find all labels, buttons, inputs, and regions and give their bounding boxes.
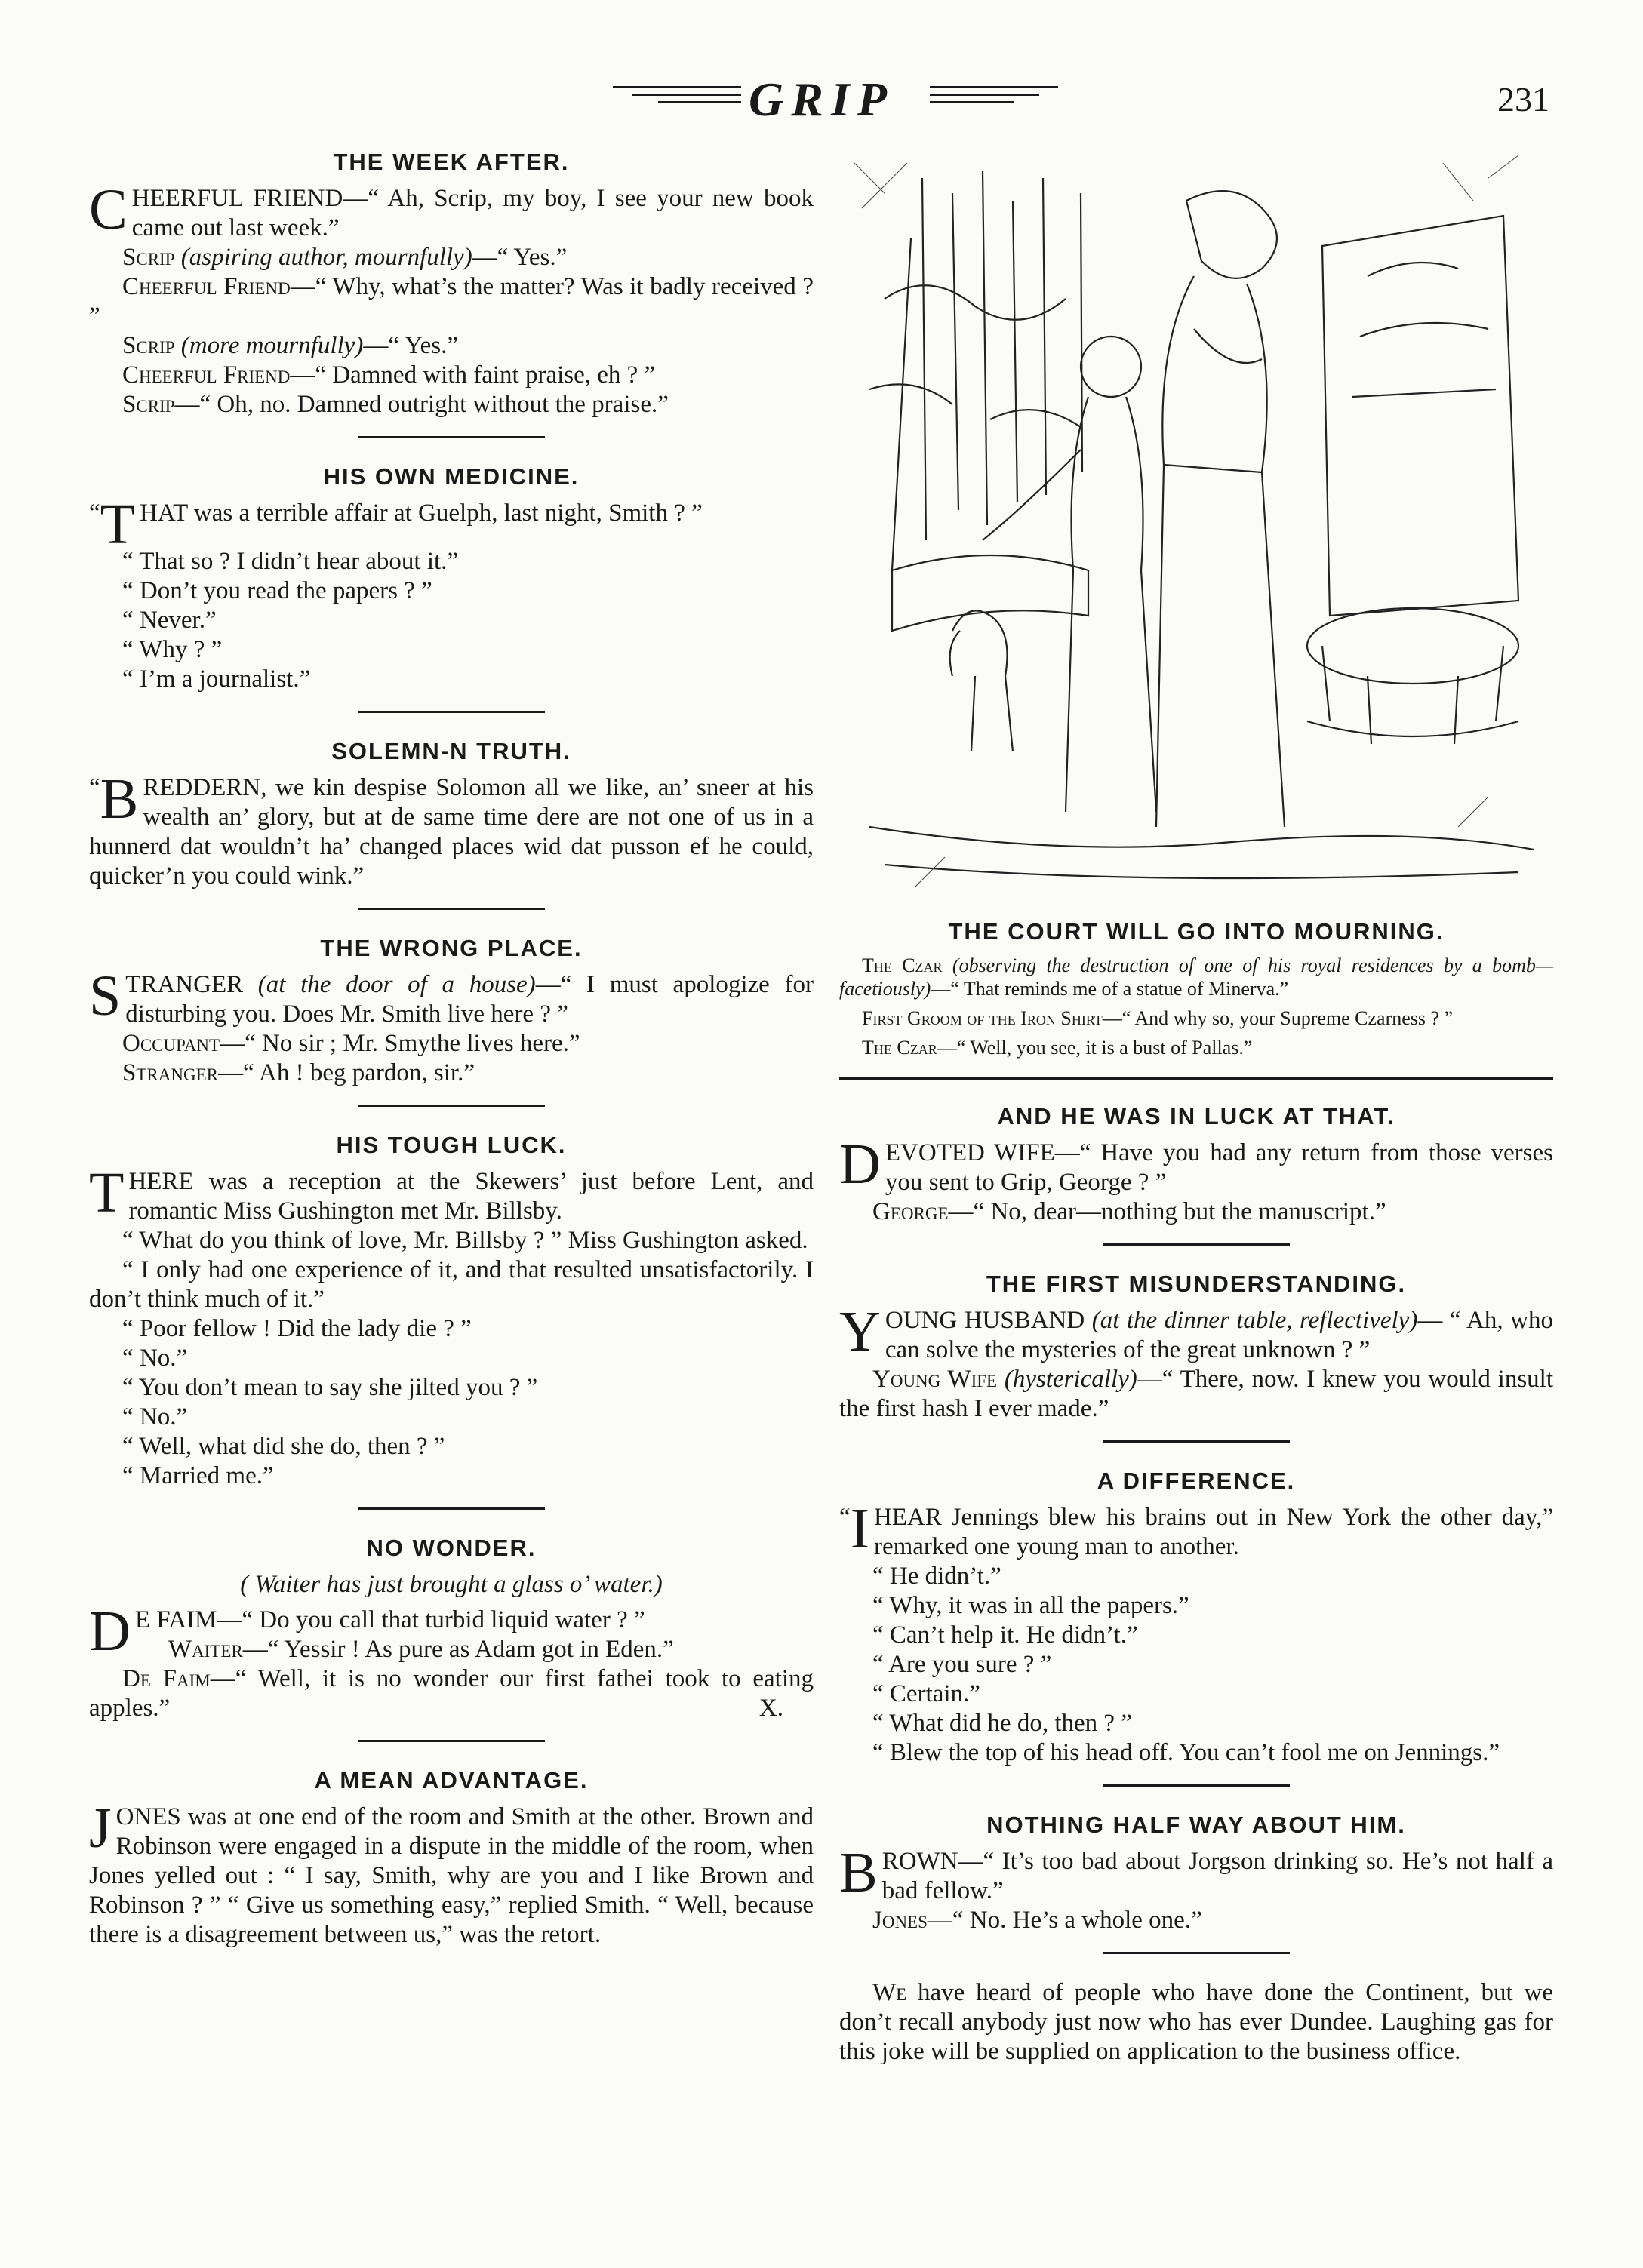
- section-divider: [358, 1740, 545, 1742]
- article-heading: NOTHING HALF WAY ABOUT HIM.: [986, 1812, 1406, 1838]
- engraving-image: [839, 148, 1553, 902]
- article-own-medicine: HIS OWN MEDICINE. “ T HAT was a terrible affair at Guelph, last night, Smith ? ” “ That so ? I didn’t hear about it.” “ Don’t you read the papers ? ” “ Never.” “ Why ? ” “ I’m a journalist.”: [89, 463, 814, 694]
- drop-cap: D: [839, 1132, 881, 1196]
- article-mean-advantage: A MEAN ADVANTAGE. JONES was at one end of the room and Smith at the other. Brown and Robinson were engaged in a dispute in the middle of the room, when Jones yelled out : “ I say, Smith, why are you and I like Brown and Robinson ? ” “ Give us something easy,” replied Smith. “ Well, because there is a disagreement between us,” was the retort.: [89, 1767, 814, 1948]
- article-continent: We have heard of people who have done the Continent, but we don’t recall anybody just now who has ever Dundee. Laughing gas for this joke will be supplied on application to the business office.: [839, 1979, 1553, 2065]
- article-first-misunderstanding: THE FIRST MISUNDERSTANDING. YOUNG HUSBAND (at the dinner table, reflectively)— “ Ah, who can solve the mysteries of the great unknown ? ” Young Wife (hysterically)—“ There, now. I knew you would insult the first hash I ever made.”: [839, 1271, 1553, 1422]
- section-divider: [358, 908, 545, 910]
- czar-illustration: [839, 148, 1553, 902]
- masthead: [0, 69, 1643, 137]
- article-heading: HIS OWN MEDICINE.: [323, 463, 580, 490]
- page-number: 231: [1497, 80, 1549, 118]
- drop-cap: I: [850, 1497, 869, 1560]
- left-column: [89, 148, 814, 1950]
- section-divider: [1103, 1952, 1290, 1954]
- article-tough-luck: HIS TOUGH LUCK. THERE was a reception at the Skewers’ just before Lent, and romantic Miss Gushington met Mr. Billsby. “ What do you think of love, Mr. Billsby ? ” Miss Gushington asked. “ I only had one experience of it, and that resulted unsatisfactorily. I don’t think much of it.” “ Poor fellow ! Did the lady die ? ” “ No.” “ You don’t mean to say she jilted you ? ” “ No.” “ Well, what did she do, then ? ” “ Married me.”: [89, 1132, 814, 1489]
- article-heading: A DIFFERENCE.: [1097, 1467, 1296, 1494]
- article-no-wonder: NO WONDER. ( Waiter has just brought a glass o’ water.) D E FAIM—“ Do you call that turbid liquid water ? ” Waiter—“ Yessir ! As pure as Adam got in Eden.” De Faim—“ Well, it is no wonder our first fathei took to eating apples.” X.: [89, 1535, 814, 1722]
- article-heading: A MEAN ADVANTAGE.: [314, 1767, 589, 1793]
- article-solemn-truth: SOLEMN-N TRUTH. “ B REDDERN, we kin despise Solomon all we like, an’ sneer at his wealth an’ glory, but at de same time dere are not one of us in a hunnerd dat wouldn’t ha’ changed places wid dat pusson ef he could, quicker’n you could wink.”: [89, 738, 814, 890]
- drop-cap: Y: [839, 1300, 881, 1363]
- article-difference: A DIFFERENCE. “ I HEAR Jennings blew his brains out in New York the other day,” remarked one young man to another. “ He didn’t.” “ Why, it was in all the papers.” “ Can’t help it. He didn’t.” “ Are you sure ? ” “ Certain.” “ What did he do, then ? ” “ Blew the top of his head off. You can’t fool me on Jennings.”: [839, 1467, 1553, 1766]
- masthead-title: GRIP: [749, 72, 894, 126]
- drop-cap: T: [89, 1161, 125, 1225]
- article-in-luck: AND HE WAS IN LUCK AT THAT. DEVOTED WIFE—“ Have you had any return from those verses you sent to Grip, George ? ” George—“ No, dear—nothing but the manuscript.”: [839, 1103, 1553, 1225]
- article-heading: THE COURT WILL GO INTO MOURNING.: [948, 918, 1445, 945]
- article-heading: AND HE WAS IN LUCK AT THAT.: [997, 1103, 1395, 1129]
- article-heading: HIS TOUGH LUCK.: [336, 1132, 567, 1158]
- right-column: [839, 148, 1553, 2067]
- drop-cap: C: [89, 178, 128, 241]
- article-heading: NO WONDER.: [366, 1535, 537, 1561]
- article-court-mourning: THE COURT WILL GO INTO MOURNING. The Czar (observing the destruction of one of his royal residences by a bomb—facetiously)—“ That reminds me of a statue of Minerva.” First Groom of the Iron Shirt—“ And why so, your Supreme Czarness ? ” The Czar—“ Well, you see, it is a bust of Pallas.”: [839, 918, 1554, 1059]
- article-wrong-place: THE WRONG PLACE. STRANGER (at the door of a house)—“ I must apologize for disturbing you. Does Mr. Smith live here ? ” Occupant—“ No sir ; Mr. Smythe lives here.” Stranger—“ Ah ! beg pardon, sir.”: [89, 935, 814, 1086]
- article-heading: THE FIRST MISUNDERSTANDING.: [986, 1271, 1407, 1297]
- section-divider: [358, 436, 545, 438]
- section-divider: [1103, 1784, 1290, 1787]
- section-divider: [358, 1507, 545, 1510]
- section-divider: [1103, 1440, 1290, 1443]
- section-divider: [1103, 1243, 1290, 1246]
- drop-cap: B: [100, 767, 139, 831]
- masthead-rule-right: [930, 86, 1058, 116]
- article-heading: SOLEMN-N TRUTH.: [331, 738, 571, 764]
- section-divider: [358, 711, 545, 713]
- article-heading: THE WRONG PLACE.: [320, 935, 583, 961]
- drop-cap: B: [839, 1841, 878, 1904]
- drop-cap: S: [89, 964, 122, 1028]
- article-heading: THE WEEK AFTER.: [333, 149, 570, 175]
- drop-cap: T: [100, 493, 136, 556]
- section-divider: [358, 1105, 545, 1107]
- drop-cap: J: [89, 1796, 112, 1860]
- article-half-way: NOTHING HALF WAY ABOUT HIM. BROWN—“ It’s too bad about Jorgson drinking so. He’s not half a bad fellow.” Jones—“ No. He’s a whole one.”: [839, 1812, 1553, 1934]
- article-week-after: THE WEEK AFTER. CHEERFUL FRIEND—“ Ah, Scrip, my boy, I see your new book came out last week.” Scrip (aspiring author, mournfully)—“ Yes.” Cheerful Friend—“ Why, what’s the matter? Was it badly received ? ” Scrip (more mournfully)—“ Yes.” Cheerful Friend—“ Damned with faint praise, eh ? ” Scrip—“ Oh, no. Damned outright without the praise.”: [89, 149, 814, 418]
- drop-cap: D: [89, 1600, 131, 1663]
- author-signature: X.: [758, 1695, 783, 1722]
- section-divider: [839, 1077, 1553, 1080]
